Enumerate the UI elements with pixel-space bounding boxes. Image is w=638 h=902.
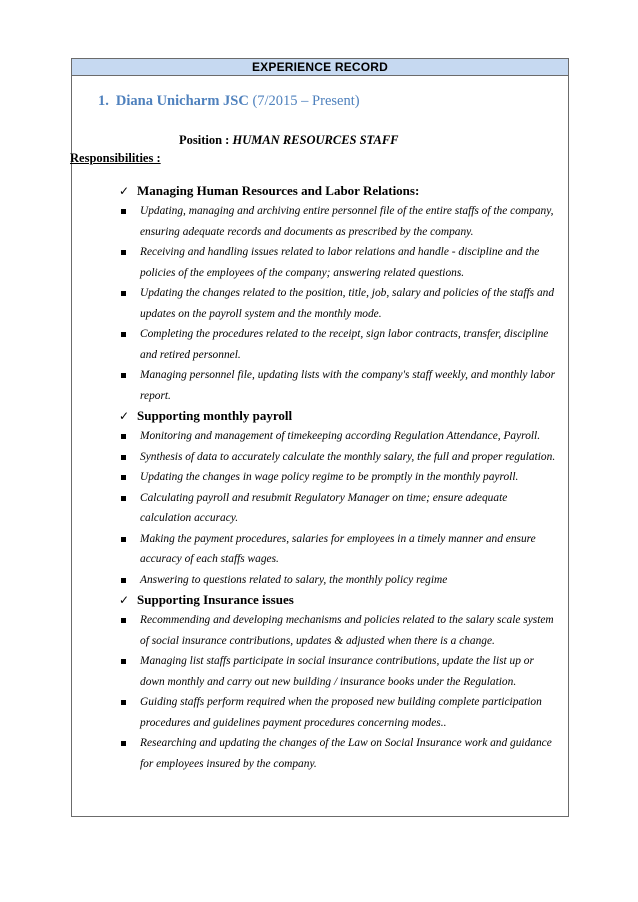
list-item-text: Updating the changes in wage policy regime to be promptly in the monthly payroll.: [140, 471, 519, 483]
list-item: [119, 651, 559, 692]
square-bullet-icon: [121, 741, 126, 746]
list-item: [119, 529, 559, 570]
square-bullet-icon: [121, 209, 126, 214]
square-bullet-icon: [121, 373, 126, 378]
square-bullet-icon: [121, 618, 126, 623]
list-item-text: Monitoring and management of timekeeping according Regulation Attendance, Payroll.: [140, 430, 541, 442]
section-title-text: Supporting Insurance issues: [137, 592, 294, 607]
square-bullet-icon: [121, 537, 126, 542]
list-item-text: Making the payment procedures, salaries for employees in a timely manner and ensure accuracy of each staffs wages.: [140, 532, 536, 565]
list-item-text: Updating the changes related to the position, title, job, salary and policies of the staffs and updates on the payroll system and the monthly mode.: [140, 287, 555, 320]
responsibilities-list: [119, 181, 559, 774]
square-bullet-icon: [121, 700, 126, 705]
square-bullet-icon: [121, 332, 126, 337]
square-bullet-icon: [121, 434, 126, 439]
company-period: (7/2015 – Present): [252, 93, 360, 109]
list-item: [119, 733, 559, 774]
position-value: HUMAN RESOURCES STAFF: [232, 133, 399, 147]
checkmark-icon: ✓: [119, 409, 130, 423]
list-item-text: Recommending and developing mechanisms and policies related to the salary scale system of social insurance contributions, updates & adjusted when there is a change.: [140, 614, 554, 647]
square-bullet-icon: [121, 475, 126, 480]
list-item-text: Guiding staffs perform required when the proposed new building complete participation procedures and guidelines payment procedures concerning modes..: [140, 696, 542, 729]
position-line: [179, 133, 399, 148]
list-item-text: Updating, managing and archiving entire personnel file of the entire staffs of the company, ensuring adequate records and documents as prescribed by the company.: [140, 205, 554, 238]
list-item-text: Receiving and handling issues related to labor relations and handle - discipline and the policies of the employees of the company; answering related questions.: [140, 246, 540, 279]
list-item: [119, 365, 559, 406]
section-title: [119, 590, 559, 610]
list-item: [119, 692, 559, 733]
company-heading: [98, 93, 360, 110]
checkmark-icon: ✓: [119, 184, 130, 198]
section-header: EXPERIENCE RECORD: [72, 59, 568, 76]
list-item-text: Managing list staffs participate in social insurance contributions, update the list up or down monthly and carry out new building / insurance books under the Regulation.: [140, 655, 534, 688]
list-item-text: Completing the procedures related to the receipt, sign labor contracts, transfer, discipline and retired personnel.: [140, 328, 549, 361]
list-item: [119, 610, 559, 651]
list-item: [119, 467, 559, 488]
list-item: [119, 426, 559, 447]
section-title: [119, 181, 559, 201]
company-number: 1.: [98, 93, 109, 109]
experience-record-box: [71, 58, 569, 817]
list-item-text: Answering to questions related to salary, the monthly policy regime: [140, 573, 448, 586]
company-name: Diana Unicharm JSC: [115, 93, 249, 109]
responsibilities-label: Responsibilities :: [70, 151, 161, 165]
list-item: [119, 488, 559, 529]
list-item: [119, 283, 559, 324]
checkmark-icon: ✓: [119, 593, 130, 607]
list-item-text: Researching and updating the changes of the Law on Social Insurance work and guidance for employees insured by the company.: [140, 737, 552, 770]
list-item: [119, 324, 559, 365]
square-bullet-icon: [121, 659, 126, 664]
section-title: [119, 406, 559, 426]
square-bullet-icon: [121, 578, 126, 583]
list-item-text: Calculating payroll and resubmit Regulatory Manager on time; ensure adequate calculation accuracy.: [140, 491, 508, 524]
square-bullet-icon: [121, 250, 126, 255]
position-label: Position :: [179, 133, 230, 147]
list-item-text: Managing personnel file, updating lists with the company's staff weekly, and monthly labor report.: [140, 369, 555, 402]
square-bullet-icon: [121, 496, 126, 501]
list-item: [119, 201, 559, 242]
list-item: [119, 447, 559, 468]
list-item: [119, 242, 559, 283]
section-title-text: Managing Human Resources and Labor Relations:: [137, 183, 420, 198]
square-bullet-icon: [121, 291, 126, 296]
square-bullet-icon: [121, 455, 126, 460]
list-item: [119, 570, 559, 591]
list-item-text: Synthesis of data to accurately calculate the monthly salary, the full and proper regulation.: [140, 450, 556, 463]
section-title-text: Supporting monthly payroll: [137, 408, 293, 423]
